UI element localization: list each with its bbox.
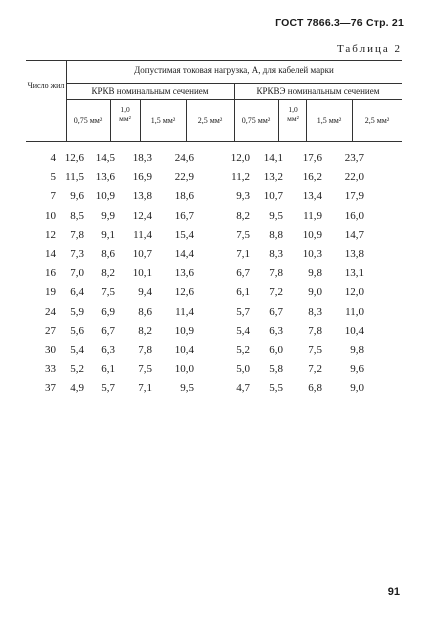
load-value-cell: 6,8 <box>308 382 322 395</box>
load-value-cell: 5,4 <box>236 324 250 337</box>
table-row <box>26 150 402 169</box>
section-header: 1,0 мм² <box>119 105 131 123</box>
load-value-cell: 8,6 <box>101 247 115 260</box>
load-value-cell: 9,5 <box>269 209 283 222</box>
load-value-cell: 10,3 <box>302 247 322 260</box>
page-number: 91 <box>387 586 400 598</box>
load-value-cell: 5,9 <box>70 305 84 318</box>
load-value-cell: 7,5 <box>101 286 115 299</box>
load-value-cell: 6,1 <box>236 286 250 299</box>
load-value-cell: 7,1 <box>138 382 152 395</box>
load-value-cell: 7,5 <box>138 363 152 376</box>
load-value-cell: 14,5 <box>95 152 115 164</box>
load-value-cell: 16,7 <box>174 209 194 222</box>
table-row <box>26 227 402 246</box>
load-value-cell: 7,3 <box>70 247 84 260</box>
load-value-cell: 8,3 <box>269 247 283 260</box>
group-header-krkv: КРКВ номинальным сечением <box>91 86 209 96</box>
table-row <box>26 284 402 303</box>
load-value-cell: 8,8 <box>269 228 283 241</box>
load-value-cell: 10,1 <box>132 267 152 280</box>
load-value-cell: 16,2 <box>302 171 322 184</box>
section-header: 1,5 мм² <box>150 116 176 125</box>
load-value-cell: 10,0 <box>174 363 194 376</box>
load-value-cell: 12,6 <box>174 286 194 299</box>
wire-count-cell: 5 <box>50 171 56 184</box>
load-value-cell: 9,8 <box>350 343 364 356</box>
section-header: 2,5 мм² <box>197 116 223 125</box>
wire-count-cell: 4 <box>50 152 56 164</box>
table-row <box>26 304 402 323</box>
load-value-cell: 11,2 <box>231 171 250 184</box>
wire-count-cell: 37 <box>45 382 56 395</box>
load-value-cell: 6,0 <box>269 343 283 356</box>
load-value-cell: 7,2 <box>308 363 322 376</box>
wire-count-cell: 24 <box>45 305 56 318</box>
load-value-cell: 9,4 <box>138 286 152 299</box>
column-header-main: Допустимая токовая нагрузка, А, для кабелей марки <box>134 65 334 75</box>
load-value-cell: 9,6 <box>70 190 84 203</box>
load-value-cell: 7,2 <box>269 286 283 299</box>
wire-count-cell: 10 <box>45 209 56 222</box>
load-value-cell: 8,2 <box>236 209 250 222</box>
load-value-cell: 14,4 <box>174 247 194 260</box>
group-header-krkve: КРКВЭ номинальным сечением <box>256 86 380 96</box>
load-value-cell: 5,6 <box>70 324 84 337</box>
current-load-table <box>26 60 402 399</box>
table-row <box>26 342 402 361</box>
load-value-cell: 6,3 <box>269 324 283 337</box>
table-row <box>26 265 402 284</box>
wire-count-cell: 27 <box>45 324 56 337</box>
load-value-cell: 5,2 <box>70 363 84 376</box>
load-value-cell: 7,5 <box>236 228 250 241</box>
load-value-cell: 12,6 <box>64 152 84 164</box>
section-header: 1,0 мм² <box>287 105 299 123</box>
load-value-cell: 13,6 <box>95 171 115 184</box>
load-value-cell: 5,7 <box>236 305 250 318</box>
load-value-cell: 6,7 <box>236 267 250 280</box>
load-value-cell: 8,3 <box>308 305 322 318</box>
table-row <box>26 361 402 380</box>
section-header: 0,75 мм² <box>241 116 271 125</box>
table-row <box>26 169 402 188</box>
load-value-cell: 5,5 <box>269 382 283 395</box>
load-value-cell: 13,2 <box>263 171 283 184</box>
load-value-cell: 13,8 <box>132 190 152 203</box>
load-value-cell: 14,1 <box>263 152 283 164</box>
load-value-cell: 4,9 <box>70 382 84 395</box>
table-row <box>26 246 402 265</box>
load-value-cell: 12,4 <box>132 209 152 222</box>
load-value-cell: 7,5 <box>308 343 322 356</box>
load-value-cell: 7,8 <box>70 228 84 241</box>
load-value-cell: 13,8 <box>344 247 364 260</box>
load-value-cell: 11,9 <box>303 209 322 222</box>
load-value-cell: 9,8 <box>308 267 322 280</box>
load-value-cell: 7,0 <box>70 267 84 280</box>
load-value-cell: 11,0 <box>345 305 364 318</box>
load-value-cell: 9,3 <box>236 190 250 203</box>
load-value-cell: 7,8 <box>269 267 283 280</box>
load-value-cell: 10,9 <box>95 190 115 203</box>
section-header: 0,75 мм² <box>73 116 103 125</box>
wire-count-cell: 30 <box>45 343 56 356</box>
load-value-cell: 23,7 <box>344 152 364 164</box>
load-value-cell: 24,6 <box>174 152 194 164</box>
load-value-cell: 12,0 <box>344 286 364 299</box>
wire-count-cell: 33 <box>45 363 56 376</box>
load-value-cell: 6,1 <box>101 363 115 376</box>
load-value-cell: 7,8 <box>138 343 152 356</box>
table-body <box>26 150 402 399</box>
load-value-cell: 10,4 <box>344 324 364 337</box>
table-header <box>26 60 402 142</box>
wire-count-cell: 19 <box>45 286 56 299</box>
load-value-cell: 5,0 <box>236 363 250 376</box>
section-header: 1,5 мм² <box>316 116 342 125</box>
load-value-cell: 17,9 <box>344 190 364 203</box>
wire-count-cell: 16 <box>45 267 56 280</box>
wire-count-cell: 12 <box>45 228 56 241</box>
load-value-cell: 9,0 <box>308 286 322 299</box>
wire-count-cell: 7 <box>50 190 56 203</box>
load-value-cell: 8,6 <box>138 305 152 318</box>
load-value-cell: 9,1 <box>101 228 115 241</box>
load-value-cell: 6,4 <box>70 286 84 299</box>
load-value-cell: 5,4 <box>70 343 84 356</box>
load-value-cell: 16,0 <box>344 209 364 222</box>
load-value-cell: 14,7 <box>344 228 364 241</box>
load-value-cell: 12,0 <box>230 152 250 164</box>
load-value-cell: 11,4 <box>175 305 194 318</box>
load-value-cell: 10,9 <box>174 324 194 337</box>
load-value-cell: 10,9 <box>302 228 322 241</box>
load-value-cell: 7,1 <box>236 247 250 260</box>
table-row <box>26 323 402 342</box>
load-value-cell: 10,7 <box>132 247 152 260</box>
load-value-cell: 9,9 <box>101 209 115 222</box>
wire-count-cell: 14 <box>45 247 56 260</box>
load-value-cell: 8,5 <box>70 209 84 222</box>
load-value-cell: 6,9 <box>101 305 115 318</box>
load-value-cell: 6,7 <box>269 305 283 318</box>
table-row <box>26 188 402 207</box>
load-value-cell: 11,5 <box>65 171 84 184</box>
load-value-cell: 8,2 <box>101 267 115 280</box>
load-value-cell: 8,2 <box>138 324 152 337</box>
load-value-cell: 5,8 <box>269 363 283 376</box>
load-value-cell: 10,7 <box>263 190 283 203</box>
load-value-cell: 5,2 <box>236 343 250 356</box>
load-value-cell: 7,8 <box>308 324 322 337</box>
load-value-cell: 16,9 <box>132 171 152 184</box>
load-value-cell: 9,6 <box>350 363 364 376</box>
section-header: 2,5 мм² <box>364 116 390 125</box>
load-value-cell: 10,4 <box>174 343 194 356</box>
table-row <box>26 380 402 399</box>
load-value-cell: 5,7 <box>101 382 115 395</box>
load-value-cell: 22,0 <box>344 171 364 184</box>
load-value-cell: 18,3 <box>132 152 152 164</box>
column-header-count: Число жил <box>27 81 65 90</box>
load-value-cell: 6,7 <box>101 324 115 337</box>
table-row <box>26 208 402 227</box>
load-value-cell: 22,9 <box>174 171 194 184</box>
page-header: ГОСТ 7866.3—76 Стр. 21 <box>275 17 404 29</box>
load-value-cell: 17,6 <box>302 152 322 164</box>
load-value-cell: 9,5 <box>180 382 194 395</box>
load-value-cell: 4,7 <box>236 382 250 395</box>
load-value-cell: 11,4 <box>133 228 152 241</box>
load-value-cell: 6,3 <box>101 343 115 356</box>
load-value-cell: 18,6 <box>174 190 194 203</box>
load-value-cell: 9,0 <box>350 382 364 395</box>
load-value-cell: 13,6 <box>174 267 194 280</box>
load-value-cell: 15,4 <box>174 228 194 241</box>
table-label: Таблица 2 <box>336 43 402 55</box>
load-value-cell: 13,1 <box>344 267 364 280</box>
load-value-cell: 13,4 <box>302 190 322 203</box>
